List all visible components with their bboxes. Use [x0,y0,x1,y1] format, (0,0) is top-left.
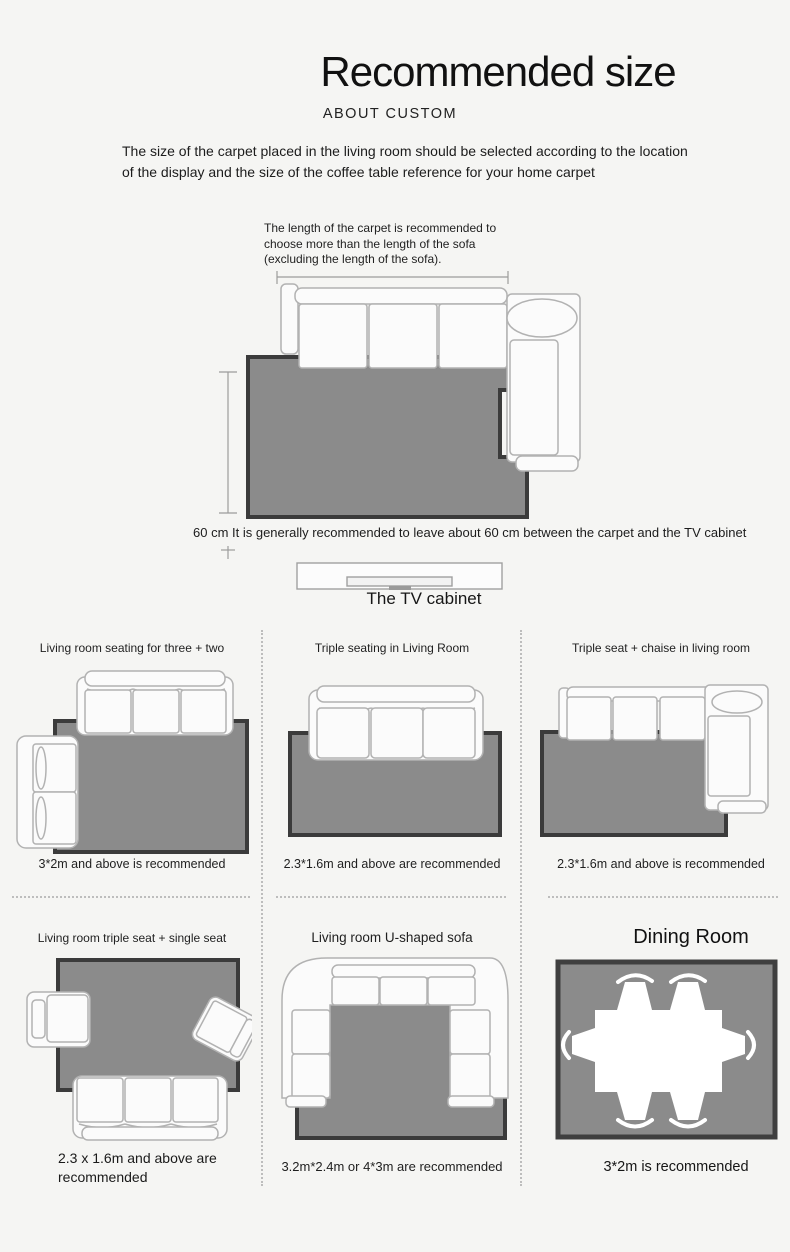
panel-caption-triple: 2.3*1.6m and above are recommended [283,857,501,871]
carpet [55,721,247,852]
panel-title-triple-chaise: Triple seat + chaise in living room [572,641,750,655]
diagram-three-plus-two [12,658,252,855]
panel-title-triple-single: Living room triple seat + single seat [37,931,227,945]
carpet-width-dimension-line [219,372,237,513]
vertical-divider-1 [261,630,263,1186]
diagram-dining [540,948,782,1150]
diagram-triple-single [12,948,252,1148]
panel-title-three-plus-two: Living room seating for three + two [39,641,225,655]
diagram-triple [272,658,512,855]
triple-sofa [77,671,233,735]
carpet-length-dimension-line [277,271,508,284]
panel-title-u-shaped: Living room U-shaped sofa [311,930,473,945]
tv-cabinet-label: The TV cabinet [366,589,482,608]
panel-caption-three-plus-two: 3*2m and above is recommended [38,857,226,871]
tv-screen [347,577,452,586]
panel-caption-triple-single: 2.3 x 1.6m and above are recommended [58,1150,217,1185]
vertical-divider-2 [520,630,522,1186]
carpet [542,732,728,835]
page-subtitle: ABOUT CUSTOM [322,106,458,122]
horizontal-divider-3 [548,896,778,898]
diagram-u-shaped [272,948,512,1150]
panel-caption-u-shaped: 3.2m*2.4m or 4*3m are recommended [281,1159,503,1174]
panel-caption-dining: 3*2m is recommended [603,1159,749,1175]
gap-tick [221,546,235,559]
diagram-triple-chaise [540,658,782,855]
chaise-pillow [507,299,577,337]
intro-paragraph: The size of the carpet placed in the living room should be selected according to the location of the display and the size of the coffee table reference for your home carpet [122,143,688,180]
page-title: Recommended size [320,48,676,95]
panel-title-dining: Dining Room [633,926,749,948]
dining-table [595,1010,722,1092]
horizontal-divider-1 [12,896,250,898]
triple-sofa-bottom [73,1076,227,1140]
triple-sofa [309,686,483,760]
gap-note: 60 cm It is generally recommended to leave about 60 cm between the carpet and the TV cabinet [193,525,747,540]
chaise-pillow [712,691,762,713]
main-sofa-carpet-diagram [140,270,600,565]
horizontal-divider-2 [276,896,506,898]
panel-caption-triple-chaise: 2.3*1.6m and above is recommended [557,857,765,871]
carpet [248,357,530,517]
panel-title-triple: Triple seating in Living Room [314,641,470,655]
two-seat-sofa [17,736,78,848]
single-armchair-left [27,992,90,1047]
carpet-length-annotation: The length of the carpet is recommended to choose more than the length of the sofa (excluding the length of the sofa). [264,221,497,266]
